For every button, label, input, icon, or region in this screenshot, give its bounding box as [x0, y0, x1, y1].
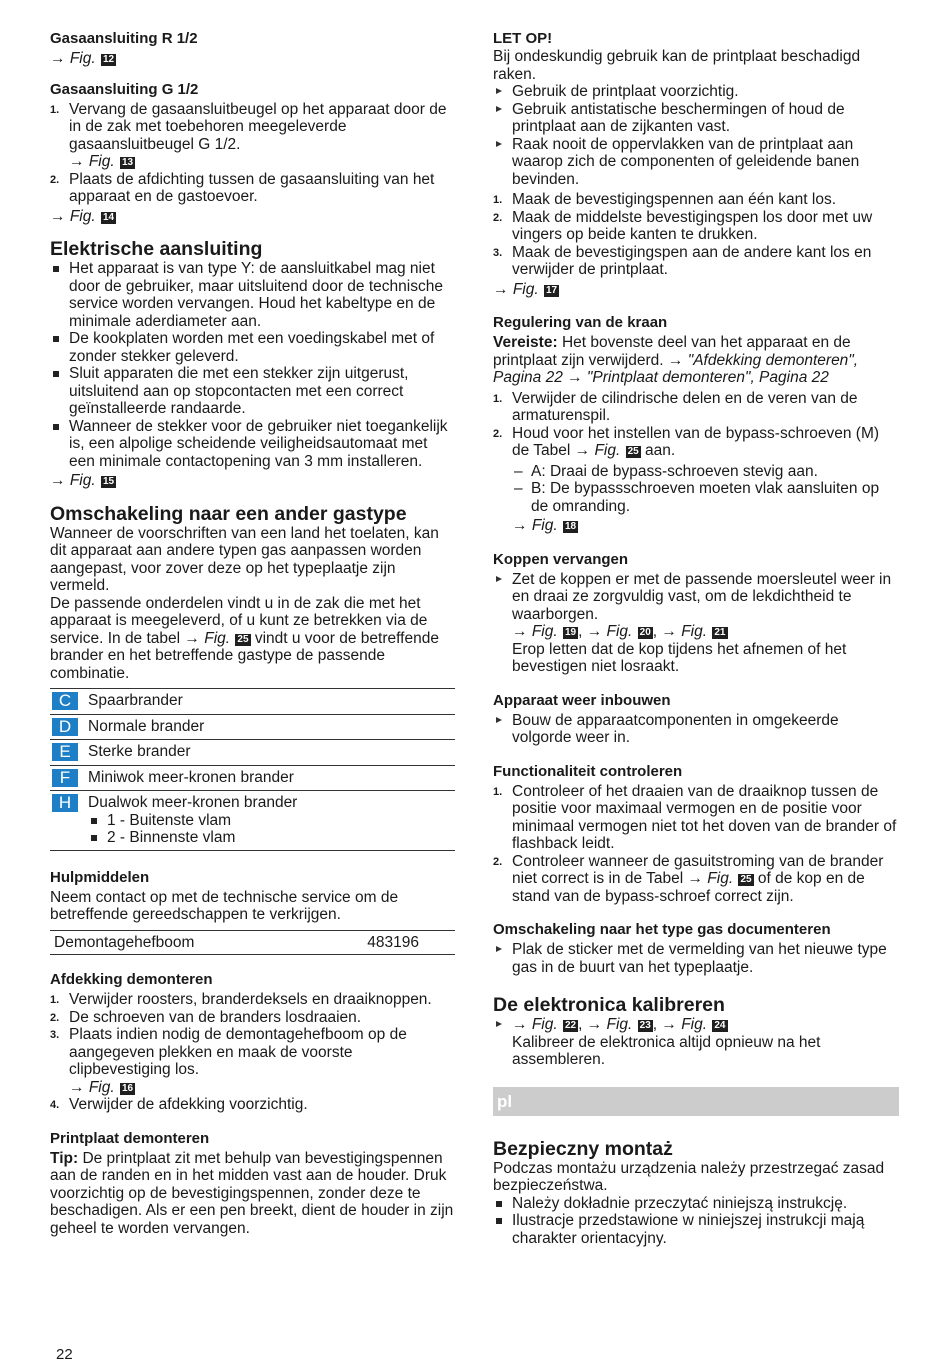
list-item: → Fig. 22 , → Fig. 23 , → Fig. 24 Kalibreer de elektronica altijd opnieuw na het assembleren. [493, 1016, 899, 1069]
heading-electric: Elektrische aansluiting [50, 238, 263, 260]
list-item: Należy dokładnie przeczytać niniejszą instrukcję. [493, 1195, 899, 1213]
language-bar: pl [493, 1087, 899, 1116]
list-item: Sluit apparaten die met een stekker zijn uitgerust, uitsluitend aan op stopcontacten met een correct geïnstalleerde randaarde. [50, 365, 455, 418]
list-item: 3. Maak de bevestigingspen aan de andere kant los en verwijder de printplaat. [493, 243, 872, 278]
list-item: 1. Verwijder roosters, branderdeksels en draaiknoppen. [50, 991, 432, 1008]
section-document [493, 921, 899, 976]
heading-rebuild: Apparaat weer inbouwen [493, 691, 671, 709]
fig-ref-15: → Fig. 15 [50, 472, 115, 489]
table-row: Demontagehefboom 483196 [50, 930, 455, 955]
heading-pl: Bezpieczny montaż [493, 1137, 673, 1160]
section-tap: Regulering van de kraan Vereiste: Het bovenste deel van het apparaat en de printplaat zijn verwijderd. → "Afdekking demonteren", Pagina 22 → "Printplaat demonteren", Pagina 22 1. Verwijder de cilindrische delen en de veren van de armaturenspil. 2. Houd voor het instellen van de bypass-schroeven (M) de Tabel → Fig. 25 aan. – A: Draai de bypass-schroeven stevig aan. – B: De bypassschroeven moeten vlak aansluiten op de omranding. → Fig. 18 [493, 314, 899, 535]
section-knobs [493, 551, 899, 676]
burner-table [50, 688, 455, 851]
table-row: H Dualwok meer-kronen brander 1 - Buitenste vlam 2 - Binnenste vlam [50, 791, 455, 851]
paragraph: Wanneer de voorschriften van een land het toelaten, kan dit apparaat aan andere typen gas aanpassen worden aangepast, voor zover deze op het typeplaatje zijn vermeld. [50, 524, 439, 594]
fig-ref-14: → Fig. 14 [50, 207, 115, 225]
page-number: 22 [56, 1346, 73, 1363]
list-item: Zet de koppen er met de passende moersleutel weer in en draai ze zorgvuldig vast, om de lekdichtheid te waarborgen. → Fig. 19 , → Fig. 20 , → Fig. 21 Erop letten dat de kop tijdens het afnemen of het bevestigen niet losraakt. [493, 571, 899, 676]
heading-check: Functionaliteit controleren [493, 762, 683, 780]
fig-ref-12: → Fig. 12 [50, 50, 115, 67]
list-item: Plak de sticker met de vermelding van het nieuwe type gas in de buurt van het typeplaatje. [493, 941, 899, 976]
heading-caution: LET OP! [493, 30, 553, 47]
table-row: E Sterke brander [50, 740, 455, 766]
heading-gas-g: Gasaansluiting G 1/2 [50, 80, 199, 98]
list-item: 2. Controleer wanneer de gasuitstroming van de brander niet correct is in de Tabel → Fig. 25 of de kop en de stand van de bypass-schroef correct zijn. [493, 852, 884, 905]
section-pcb: Printplaat demonteren Tip: De printplaat zit met behulp van bevestigingspennen aan de randen en in het midden vast aan de houder. Druk voorzichtig op de bevestigingspennen, zonder deze te beschadigen. Als er een pen breekt, dient de houder in zijn geheel te worden vervangen. [50, 1129, 454, 1237]
heading-pcb: Printplaat demonteren [50, 1129, 210, 1147]
fig-ref-18: → Fig. 18 [512, 517, 577, 534]
section-gas-r [50, 30, 455, 68]
section-electric [50, 238, 455, 490]
list-item: Ilustracje przedstawione w niniejszej instrukcji mają charakter orientacyjny. [493, 1212, 899, 1247]
list-item: Raak nooit de oppervlakken van de printplaat aan waarop zich de componenten of geleidende banen bevinden. [493, 136, 899, 189]
list-item: Gebruik de printplaat voorzichtig. [493, 83, 899, 101]
list-item: 2. Maak de middelste bevestigingspen los door met uw vingers op beide kanten te drukken. [493, 208, 873, 243]
tools-table [50, 930, 455, 956]
list-item: 4. Verwijder de afdekking voorzichtig. [50, 1096, 308, 1113]
section-cover [50, 971, 455, 1114]
section-gastype [50, 503, 455, 851]
heading-knobs: Koppen vervangen [493, 550, 629, 568]
list-item: Gebruik antistatische beschermingen of houd de printplaat aan de zijkanten vast. [493, 101, 899, 136]
section-calibrate [493, 994, 899, 1069]
list-item: 2. Plaats de afdichting tussen de gasaansluiting van het apparaat en de gastoevoer. [50, 170, 435, 205]
section-check [493, 763, 899, 906]
paragraph: De passende onderdelen vindt u in de zak die met het apparaat is meegeleverd, of u kunt ze betrekken via de service. In de tabel → Fig. 25 vindt u voor de betreffende brander en het betreffende gastype de passende combinatie. [50, 594, 439, 682]
heading-tools: Hulpmiddelen [50, 868, 150, 886]
right-column [493, 30, 899, 1260]
list-item: 1. Controleer of het draaien van de draaiknop tussen de positie voor maximaal vermogen en de positie voor minimaal vermogen niet tot het doven van de brander of flashback leidt. [493, 782, 897, 852]
heading-cover: Afdekking demonteren [50, 971, 213, 988]
table-row: D Normale brander [50, 714, 455, 740]
table-row: C Spaarbrander [50, 689, 455, 715]
table-row: F Miniwok meer-kronen brander [50, 765, 455, 791]
section-gas-g [50, 81, 455, 226]
fig-ref-17: → Fig. 17 [493, 280, 558, 298]
list-item: 1. Vervang de gasaansluitbeugel op het apparaat door de in de zak met toebehoren meegeleverde gasaansluitbeugel G 1/2. → Fig. 13 [50, 100, 447, 170]
list-item: – A: Draai de bypass-schroeven stevig aan. [512, 463, 899, 481]
heading-tap: Regulering van de kraan [493, 314, 668, 331]
list-item: 2. Houd voor het instellen van de bypass-schroeven (M) de Tabel → Fig. 25 aan. [493, 424, 880, 459]
list-item: 3. Plaats indien nodig de demontagehefboom op de aangegeven plekken en maak de voorste clipbevestiging los. → Fig. 16 [50, 1026, 407, 1096]
heading-calibrate: De elektronica kalibreren [493, 994, 725, 1016]
heading-gas-r: Gasaansluiting R 1/2 [50, 30, 198, 47]
list-item: 2. De schroeven van de branders losdraaien. [50, 1008, 362, 1026]
section-caution: LET OP! Bij ondeskundig gebruik kan de printplaat beschadigd raken. Gebruik de printplaat voorzichtig. Gebruik antistatische beschermingen of houd de printplaat aan de zijkanten vast. Raak nooit de oppervlakken van de printplaat aan waarop zich de componenten of geleidende banen bevinden. 1. Maak de bevestigingspennen aan één kant los. 2. Maak de middelste bevestigingspen los door met uw vingers op beide kanten te drukken. 3. Maak de bevestigingspen aan de andere kant los en verwijder de printplaat. → Fig. 17 [493, 30, 899, 298]
list-item: – B: De bypassschroeven moeten vlak aansluiten op de omranding. [512, 480, 899, 515]
heading-gastype: Omschakeling naar een ander gastype [50, 502, 407, 525]
list-item: De kookplaten worden met een voedingskabel met of zonder stekker geleverd. [50, 330, 455, 365]
heading-document: Omschakeling naar het type gas documenteren [493, 921, 831, 938]
list-item: Bouw de apparaatcomponenten in omgekeerde volgorde weer in. [493, 712, 899, 747]
list-item: Wanneer de stekker voor de gebruiker niet toegankelijk is, een alpolige scheidende veiligheidsautomaat met een minimale contactopening van 3 mm installeren. [50, 418, 455, 471]
section-rebuild [493, 692, 899, 747]
list-item: 1. Maak de bevestigingspennen aan één kant los. [493, 191, 837, 208]
section-tools: Hulpmiddelen Neem contact op met de technische service om de betreffende gereedschappen te verkrijgen. Demontagehefboom 483196 [50, 869, 455, 956]
section-pl: Bezpieczny montaż Podczas montażu urządzenia należy przestrzegać zasad bezpieczeństwa. Należy dokładnie przeczytać niniejszą instrukcję. Ilustracje przedstawione w niniejszej instrukcji mają charakter orientacyjny. [493, 1138, 899, 1248]
left-column [50, 30, 455, 1250]
list-item: 1. Verwijder de cilindrische delen en de veren van de armaturenspil. [493, 389, 858, 424]
list-item: Het apparaat is van type Y: de aansluitkabel mag niet door de gebruiker, maar uitsluitend door de technische service worden vervangen. Houd het kabeltype en de minimale aderdiameter aan. [50, 260, 455, 330]
